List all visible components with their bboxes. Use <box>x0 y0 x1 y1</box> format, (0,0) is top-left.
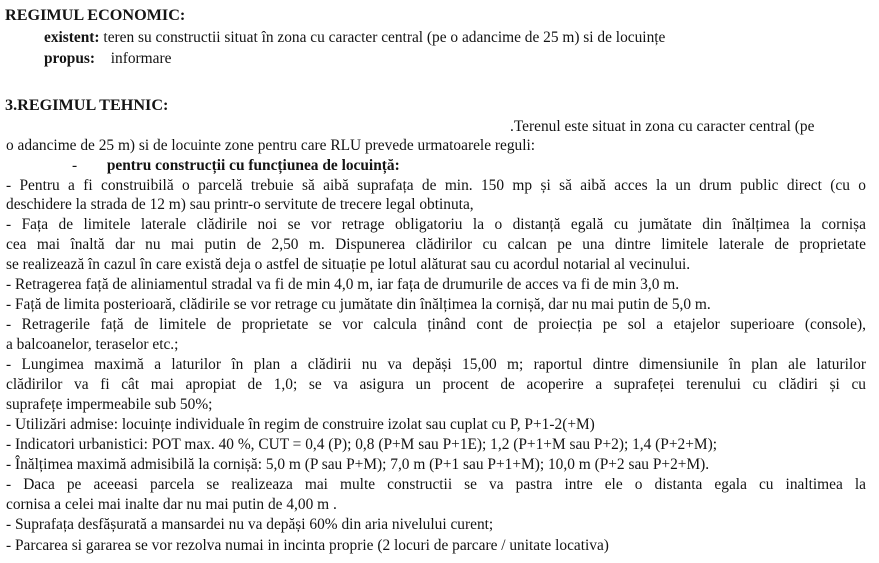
paragraph-line: - Retragerea față de aliniamentul stradal va fi de min 4,0 m, iar fața de drumurile de acces va fi de min 3,0 m. <box>6 276 680 293</box>
paragraph-line: - Înălțimea maximă admisibilă la cornișă: 5,0 m (P sau P+M); 7,0 m (P+1 sau P+1+M); 10,0 m (P+2 sau P+2+M). <box>6 456 710 473</box>
paragraph-line: .Terenul este situat in zona cu caracter central (pe <box>510 118 815 135</box>
subheading-line <box>72 157 400 175</box>
paragraph-line: cea mai înaltă dar nu mai putin de 2,50 m. Dispunerea clădirilor cu calcan pe una dintre limitele laterale de proprietate <box>6 236 866 253</box>
paragraph-line: cornisa a celei mai inalte dar nu mai putin de 4,00 m . <box>6 496 337 513</box>
paragraph-line: - Suprafața desfășurată a mansardei nu va depăși 60% din aria nivelului curent; <box>6 516 494 533</box>
existent-line <box>44 29 665 47</box>
paragraph-line: - Pentru a fi construibilă o parcelă trebuie să aibă suprafața de min. 150 mp și să aibă acces la un drum public direct (cu o <box>6 177 866 194</box>
paragraph-line: - Fața de limitele laterale clădirile noi se vor retrage obligatoriu la o distanță egală cu jumătate din înălțimea la cornișa <box>6 216 866 233</box>
paragraph-line: - Lungimea maximă a laturilor în plan a clădirii nu va depăși 15,00 m; raportul dintre dimensiunile în plan ale laturilor <box>6 356 866 373</box>
paragraph-line: - Utilizări admise: locuințe individuale în regim de construire izolat sau cuplat cu P, P+1-2(+M) <box>6 416 595 433</box>
bullet-dash: - <box>72 157 78 174</box>
existent-text: teren su constructii situat în zona cu caracter central (pe o adancime de 25 m) si de locuințe <box>103 29 666 46</box>
paragraph-line: clădirilor va fi cât mai apropiat de 1,0; se va asigura un procent de acoperire a suprafeței terenului cu clădiri și cu <box>6 376 866 393</box>
paragraph-line: - Indicatori urbanistici: POT max. 40 %, CUT = 0,4 (P); 0,8 (P+M sau P+1E); 1,2 (P+1+M sau P+2); 1,4 (P+2+M); <box>6 436 717 453</box>
paragraph-line: o adancime de 25 m) si de locuinte zone pentru care RLU prevede urmatoarele reguli: <box>6 137 536 154</box>
paragraph-line: - Retragerile față de limitele de proprietate se vor calcula ținând cont de proiecția pe sol a etajelor superioare (console), <box>6 316 866 333</box>
paragraph-line: suprafețe impermeabile sub 50%; <box>6 396 213 413</box>
propus-label: propus: <box>44 50 96 67</box>
paragraph-line: - Față de limita posterioară, clădirile se vor retrage cu jumătate din înălțimea la cornișă, dar nu mai putin de 5,0 m. <box>6 296 711 313</box>
propus-text: informare <box>110 50 172 67</box>
heading-regimul-tehnic: 3.REGIMUL TEHNIC: <box>5 96 169 114</box>
propus-line <box>44 50 171 68</box>
paragraph-line: deschidere la strada de 12 m) sau printr-o servitute de trecere legal obtinuta, <box>6 196 474 213</box>
heading-regimul-economic: REGIMUL ECONOMIC: <box>5 6 186 24</box>
subheading-locuinte: pentru construcții cu funcțiunea de locuință: <box>106 157 400 174</box>
existent-label: existent: <box>44 29 100 46</box>
paragraph-line: - Daca pe aceeasi parcela se realizeaza mai multe constructii se va pastra intre ele o distanta egala cu inaltimea la <box>6 476 866 493</box>
paragraph-line: se realizează în cazul în care există deja o astfel de situație pe lotul alăturat sau cu acordul notarial al vecinului. <box>6 256 691 273</box>
paragraph-line: - Parcarea si gararea se vor rezolva numai in incinta proprie (2 locuri de parcare / unitate locativa) <box>6 537 609 554</box>
paragraph-line: a balcoanelor, teraselor etc.; <box>6 336 179 353</box>
